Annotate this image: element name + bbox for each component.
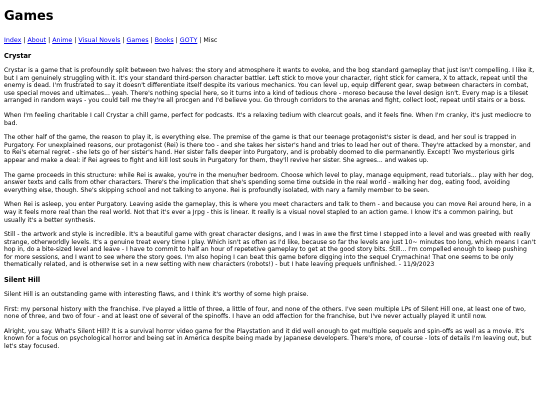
nav-link-anime[interactable]: Anime	[52, 37, 73, 44]
nav-current-misc: Misc	[203, 37, 218, 44]
nav-link-books[interactable]: Books	[154, 37, 174, 44]
nav-separator: |	[197, 37, 204, 44]
nav-separator: |	[148, 37, 155, 44]
nav-separator: |	[72, 37, 79, 44]
nav-link-about[interactable]: About	[27, 37, 47, 44]
crystar-paragraph-1: Crystar is a game that is profoundly split between two halves: the story and atmosphere it wants to evoke, and the bog standard gameplay that just isn't compelling. I like it, but I am genuinely struggling with it. It's your standard third-person character battler. Left stick to move your character, right stick for camera, X to attack, repeat until the enemy is dead. I'm frustrated to say it doesn't differentiate itself despite its various mechanics. You can level up, equip different gear, swap between characters in combat, use special moves and ultimates... yeah. There's nothing special here, so it turns into a kind of tedious chore - moreso because the level design isn't. Every map is a tileset arranged in random ways - you could tell me they're all procgen and I'd believe you. Go through corridors to the arenas and fight, collect loot, repeat until stairs or a boss.	[4, 67, 535, 105]
nav-link-games[interactable]: Games	[126, 37, 149, 44]
nav-link-index[interactable]: Index	[4, 37, 22, 44]
crystar-paragraph-2: When I'm feeling charitable I call Crystar a chill game, perfect for podcasts. It's a relaxing tedium with clearcut goals, and it feels fine. When I'm cranky, it's just mediocre to bad.	[4, 111, 532, 127]
section-heading-crystar: Crystar	[4, 52, 32, 60]
nav-separator: |	[120, 37, 127, 44]
crystar-paragraph-5: When Rei is asleep, you enter Purgatory. Leaving aside the gameplay, this is where you meet characters and talk to them - and because you can move Rei around here, in a way it feels more real than the real world. Not that it's ever a Jrpg - this is linear. It really is a visual novel stapled to an action game. I know it's a common pairing, but usually it's a better synthesis.	[4, 201, 532, 224]
silent-hill-paragraph-1: Silent Hill is an outstanding game with interesting flaws, and I think it's worthy of some high praise.	[4, 291, 309, 299]
crystar-paragraph-4: The game proceeds in this structure: while Rei is awake, you're in the menu/her bedroom. Choose which level to play, manage equipment, read tutorials... play with her dog, answer texts and calls from other characters. There's the implication that she's spending some time outside in the real world - walking her dog, eating food, avoiding everything else, though. She's skipping school and not talking to anyone. Rei is profoundly isolated, with nary a family member to be seen.	[4, 171, 534, 194]
crystar-paragraph-3: The other half of the game, the reason to play it, is everything else. The premise of the game is that our teenage protagonist's sister is dead, and her soul is trapped in Purgatory. For unexplained reasons, our protagonist (Rei) is there too - and she takes her sister's hand and tries to lead her out of there. They're attacked by a monster, and to Rei's eternal regret - she lets go of her sister's hand. Her sister falls deeper into Purgatory, and is probably doomed to die permanently. Except! Two mysterious girls appear and make a deal: if Rei agrees to fight and kill lost souls in Purgatory for them, they'll revive her sister. She agrees... and wakes up.	[4, 134, 531, 164]
nav-link-visual-novels[interactable]: Visual Novels	[78, 37, 121, 44]
section-heading-silent-hill: Silent Hill	[4, 276, 41, 285]
nav-separator: |	[46, 37, 53, 44]
nav-link-goty[interactable]: GOTY	[179, 37, 198, 44]
nav-separator: |	[173, 37, 180, 44]
page-title: Games	[4, 9, 54, 24]
site-nav	[4, 37, 536, 45]
crystar-paragraph-6: Still - the artwork and style is incredible. It's a beautiful game with great character designs, and I was in awe the first time I stepped into a level and was greeted with really strange, otherworldly levels. It's a genuine treat every time I play. Which isn't as often as I'd like, because so far the levels are just 10~ minutes too long, which means I can't hop in, do a bite-sized level and leave - I have to commit to half an hour of repetetive gameplay to get at the good story bits. Still... I'm compelled enough to keep pushing for more sessions, and I want to see where the story goes. I'm also hoping I can beat this game before digging into the sequel Crymachina! That one seems to be only thematically related, and is otherwise set in a new setting with new characters (robots!) - but I hate leaving prequels unfinished. - 11/9/2023	[4, 231, 536, 269]
silent-hill-paragraph-3: Alright, you say. What's Silent Hill? It is a survival horror video game for the Playstation and it did well enough to get multiple sequels and spin-offs as well as a movie. It's known for a focus on psychological horror and being set in America despite being made by Japanese developers. There's more, of course - lots of details I'm leaving out, but let's stay focused.	[4, 327, 532, 351]
nav-separator: |	[21, 37, 28, 44]
silent-hill-paragraph-2: First: my personal history with the franchise. I've played a little of three, a little of four, and none of the others. I've seen multiple LPs of Silent Hill one, at least one of two, none of three, and two of four - and at least one of several of the spinoffs. I have an odd affection for the franchise, but I've never actually played it until now.	[4, 305, 526, 321]
